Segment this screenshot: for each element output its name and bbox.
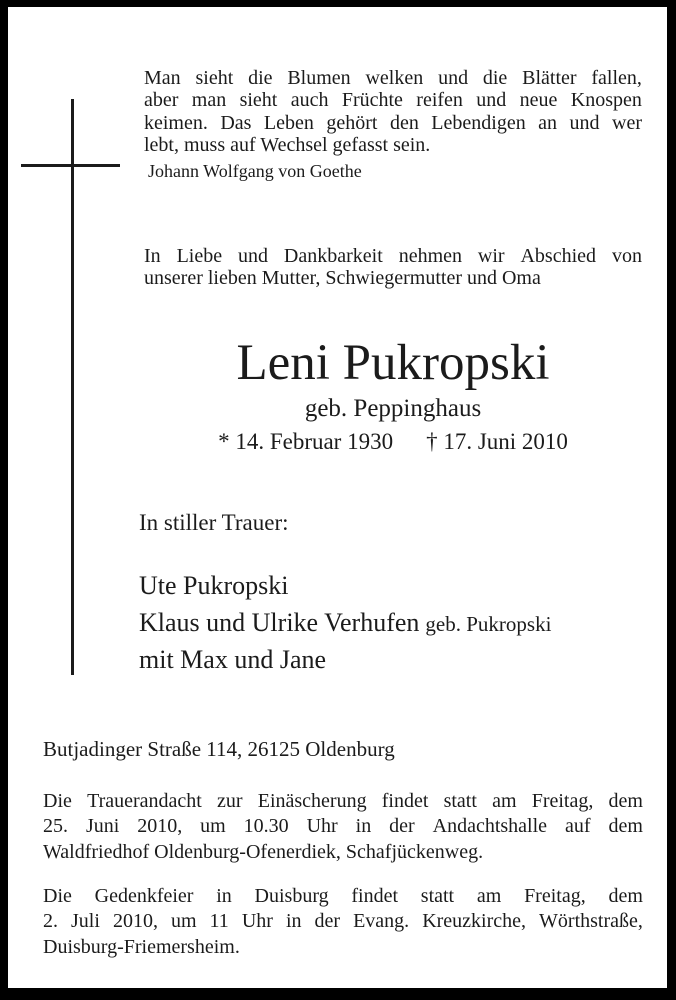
mourning-heading: In stiller Trauer:: [139, 510, 289, 535]
quote-attribution: Johann Wolfgang von Goethe: [148, 160, 362, 181]
service-line: Die Gedenkfeier in Duisburg findet statt am Freitag, dem: [43, 885, 643, 907]
quote-line: lebt, muss auf Wechsel gefasst sein.: [144, 134, 431, 157]
mourner-suffix: geb. Pukropski: [425, 612, 552, 636]
mourners-list: [139, 568, 619, 679]
service-line: Waldfriedhof Oldenburg-Ofenerdiek, Schafjückenweg.: [43, 840, 484, 863]
address-line: Butjadinger Straße 114, 26125 Oldenburg: [43, 737, 395, 761]
cross-vertical-line: [71, 99, 74, 675]
mourner-name: mit Max und Jane: [139, 645, 327, 674]
service2-paragraph: [43, 884, 643, 960]
intro-line: In Liebe und Dankbarkeit nehmen wir Abschied von: [144, 245, 642, 267]
mourner-row: [139, 605, 619, 642]
quote-line: Man sieht die Blumen welken und die Blätter fallen,: [144, 67, 642, 89]
cross-horizontal-line: [21, 164, 120, 167]
service-line: Duisburg-Friemersheim.: [43, 935, 240, 958]
deceased-name: Leni Pukropski: [236, 335, 550, 391]
page-border-top: [0, 0, 676, 7]
quote-line: aber man sieht auch Früchte reifen und neue Knospen: [144, 89, 642, 112]
intro-line: unserer lieben Mutter, Schwiegermutter und Oma: [144, 267, 541, 290]
quote-block: [144, 67, 642, 182]
mourner-row: [139, 568, 619, 605]
birth-date: * 14. Februar 1930: [218, 429, 394, 454]
life-dates: [144, 428, 642, 455]
page-border-left: [0, 0, 8, 1000]
mourner-name: Ute Pukropski: [139, 571, 289, 600]
mourner-name: Klaus und Ulrike Verhufen: [139, 608, 420, 637]
service1-paragraph: [43, 789, 643, 865]
service-line: Die Trauerandacht zur Einäscherung findet statt am Freitag, dem: [43, 790, 643, 812]
intro-block: [144, 245, 642, 290]
death-date: † 17. Juni 2010: [426, 429, 568, 454]
service-line: 2. Juli 2010, um 11 Uhr in der Evang. Kreuzkirche, Wörthstraße,: [43, 910, 643, 933]
quote-line: keimen. Das Leben gehört den Lebendigen an und wer: [144, 111, 642, 134]
page-border-right: [667, 0, 676, 1000]
maiden-name: geb. Peppinghaus: [304, 395, 482, 422]
page-border-bottom: [0, 988, 676, 1000]
service-line: 25. Juni 2010, um 10.30 Uhr in der Andachtshalle auf dem: [43, 815, 643, 838]
mourner-row: [139, 642, 619, 679]
